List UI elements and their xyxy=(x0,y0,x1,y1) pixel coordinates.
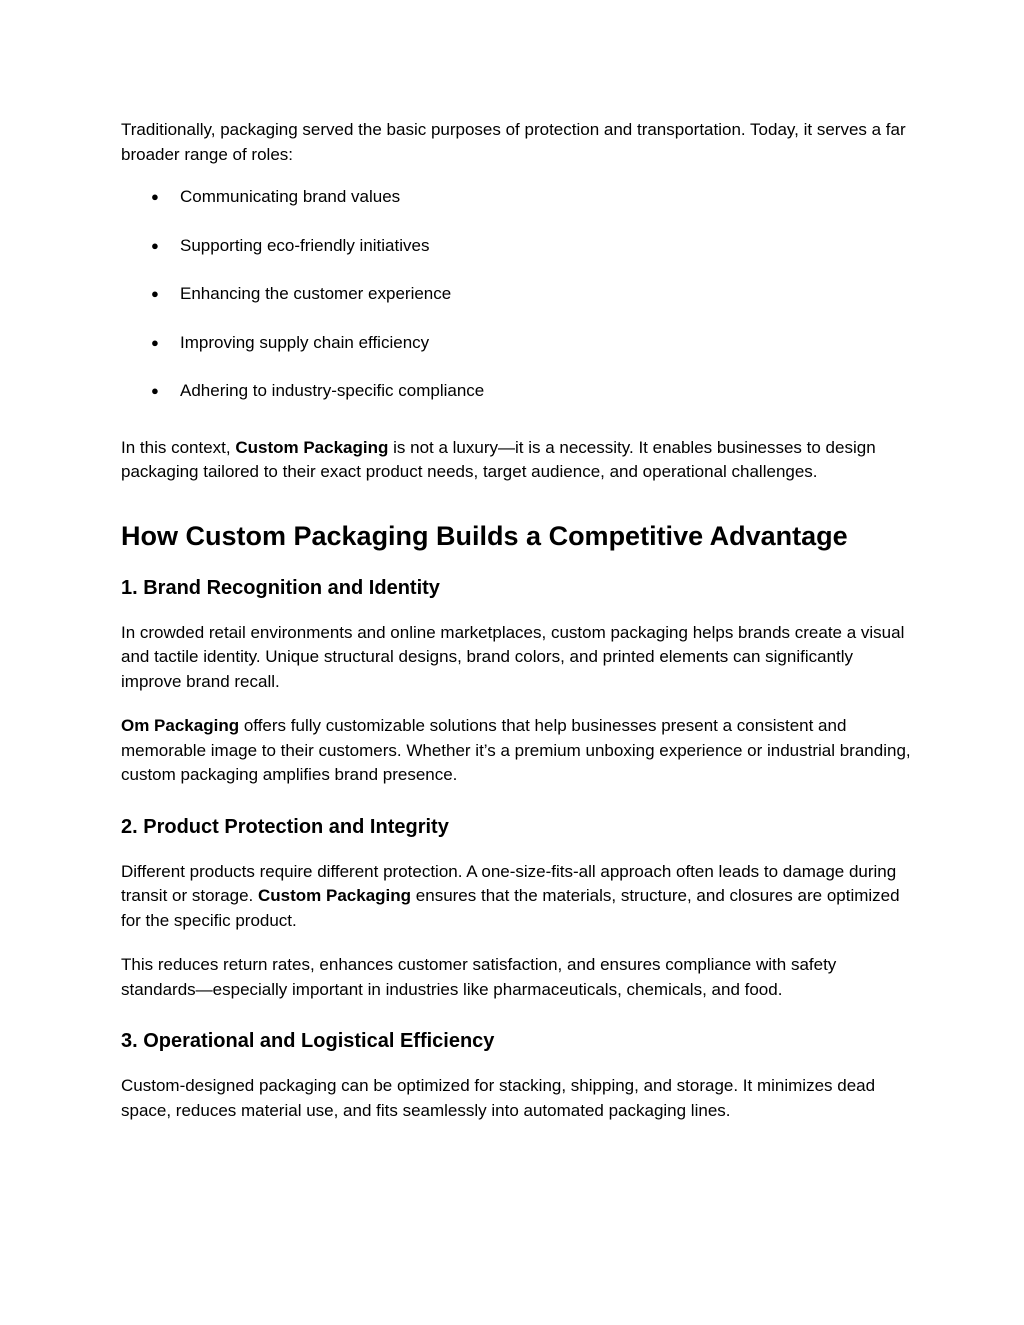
efficiency-paragraph-1: Custom-designed packaging can be optimized for stacking, shipping, and storage. It minimizes dead space, reduces material use, and fits seamlessly into automated packaging lines. xyxy=(121,1076,876,1120)
roles-list xyxy=(121,185,911,404)
document-page xyxy=(121,118,911,1123)
section-heading-protection: 2. Product Protection and Integrity xyxy=(121,815,449,838)
main-heading: How Custom Packaging Builds a Competitive Advantage xyxy=(121,520,848,551)
list-item xyxy=(121,234,911,259)
bullet-icon: ● xyxy=(151,383,159,399)
brand-paragraph-1: In crowded retail environments and online marketplaces, custom packaging helps brands create a visual and tactile identity. Unique structural designs, brand colors, and printed elements can significantly improve brand recall. xyxy=(121,622,905,691)
bullet-icon: ● xyxy=(151,334,159,350)
list-item-text: Enhancing the customer experience xyxy=(180,284,452,304)
context-paragraph xyxy=(121,436,911,485)
bullet-icon: ● xyxy=(151,237,159,253)
list-item-text: Communicating brand values xyxy=(180,187,401,206)
list-item xyxy=(121,379,911,404)
brand-bold-term: Om Packaging xyxy=(121,716,240,736)
bullet-icon: ● xyxy=(151,189,159,204)
protection-paragraph-1 xyxy=(121,860,911,934)
list-item xyxy=(121,331,911,356)
context-bold-term: Custom Packaging xyxy=(235,437,389,457)
list-item xyxy=(121,185,911,210)
context-text-before: In this context, xyxy=(121,437,236,457)
bullet-icon: ● xyxy=(151,286,159,302)
protection-text-before: Different products require different protection. A one-size-fits-all approach often leads to damage during transit or storage. xyxy=(121,861,897,906)
list-item-text: Improving supply chain efficiency xyxy=(180,332,430,352)
list-item xyxy=(121,282,911,307)
brand-paragraph-2-text: offers fully customizable solutions that help businesses present a consistent and memorable image to their customers. Whether it’s a premium unboxing experience or industrial branding, custom packaging amplifies brand presence. xyxy=(121,716,911,785)
list-item-text: Adhering to industry-specific compliance xyxy=(180,381,485,401)
list-item-text: Supporting eco-friendly initiatives xyxy=(180,235,430,255)
context-text-after: is not a luxury—it is a necessity. It enables businesses to design packaging tailored to their exact product needs, target audience, and operational challenges. xyxy=(121,437,876,482)
section-heading-brand: 1. Brand Recognition and Identity xyxy=(121,576,440,599)
protection-bold-term: Custom Packaging xyxy=(258,886,412,906)
brand-paragraph-2 xyxy=(121,714,911,788)
intro-paragraph: Traditionally, packaging served the basic purposes of protection and transportation. Today, it serves a far broader range of roles: xyxy=(121,120,906,164)
section-heading-efficiency: 3. Operational and Logistical Efficiency xyxy=(121,1030,495,1053)
protection-paragraph-2: This reduces return rates, enhances customer satisfaction, and ensures compliance with safety standards—especially important in industries like pharmaceuticals, chemicals, and food. xyxy=(121,955,837,999)
protection-text-after: ensures that the materials, structure, and closures are optimized for the specific product. xyxy=(121,886,900,930)
